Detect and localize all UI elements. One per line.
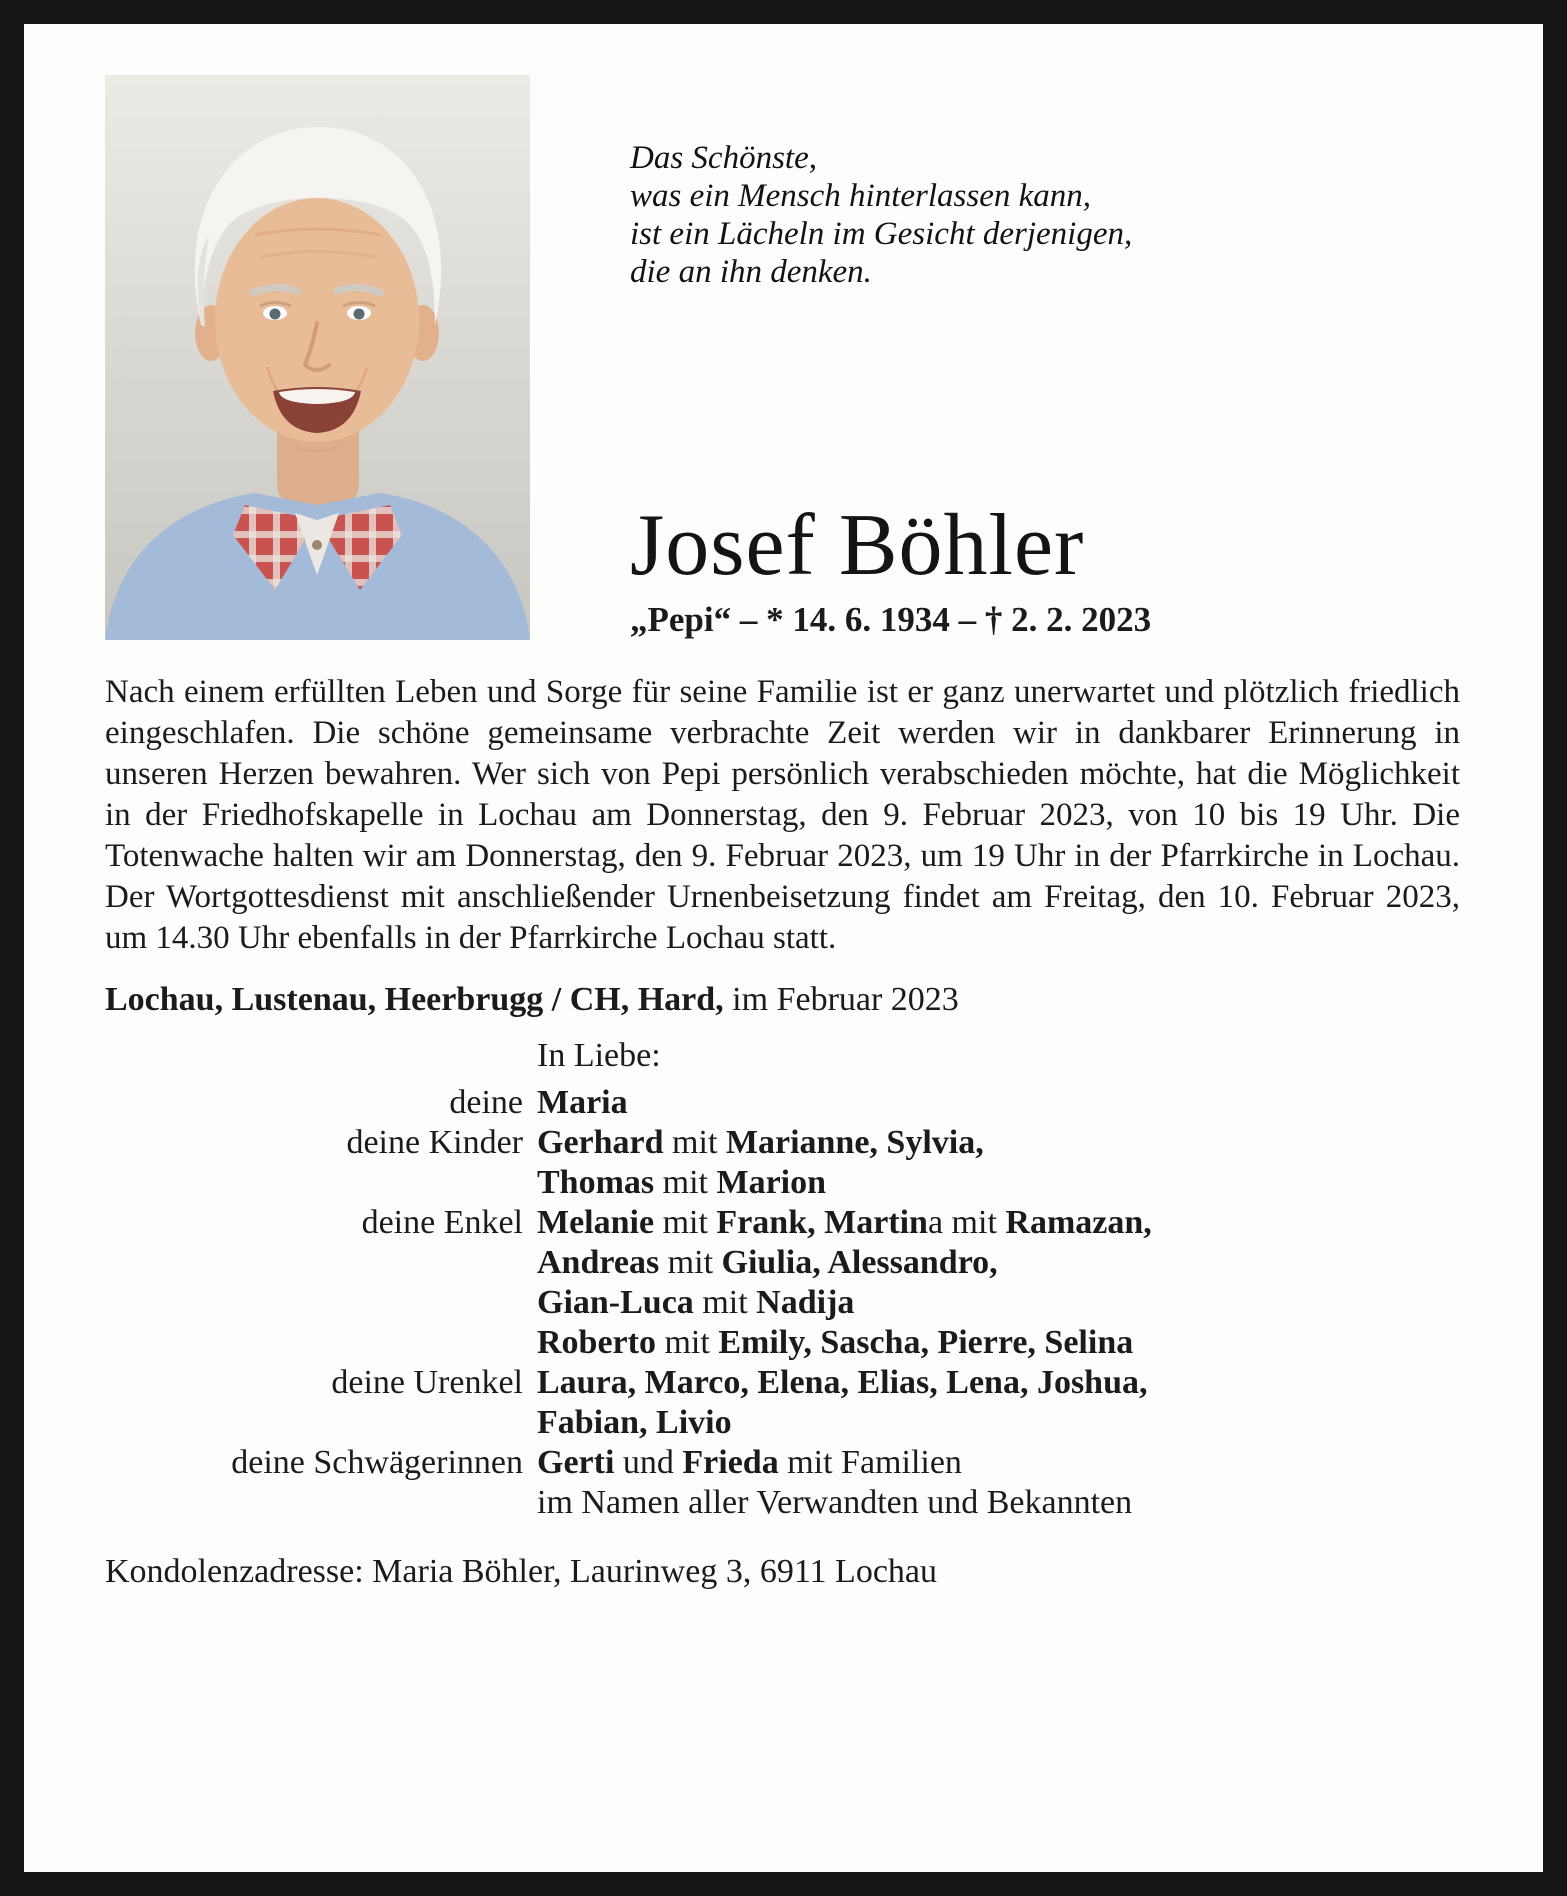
dateline (105, 981, 1460, 1019)
family-names (537, 1483, 1460, 1523)
memorial-verse (630, 139, 1460, 291)
family-relationship-label: deine (449, 1084, 523, 1121)
deceased-title-block (630, 497, 1460, 640)
verse-line: Das Schönste, (630, 140, 817, 176)
family-relationship-label: deine Kinder (346, 1124, 523, 1161)
verse-line: die an ihn denken. (630, 254, 872, 290)
verse-line: was ein Mensch hinterlassen kann, (630, 178, 1092, 214)
family-line: Gerti und Frieda mit Familien (537, 1444, 962, 1481)
family-names (537, 1123, 1460, 1203)
family-line: Andreas mit Giulia, Alessandro, (537, 1244, 998, 1281)
family-relationship-label: deine Enkel (361, 1204, 523, 1241)
family-row (105, 1443, 1460, 1483)
obituary-text: Nach einem erfüllten Leben und Sorge für seine Familie ist er ganz unerwartet und plötzlich friedlich eingeschlafen. Die schöne gemeinsame verbrachte Zeit werden wir in dankbarer Erinnerung in unseren Herzen bewahren. Wer sich von Pepi persönlich verabschieden möchte, hat die Möglichkeit in der Friedhofskapelle in Lochau am Donnerstag, den 9. Februar 2023, von 10 bis 19 Uhr. Die Totenwache halten wir am Donnerstag, den 9. Februar 2023, um 19 Uhr in der Pfarrkirche in Lochau. Der Wortgottesdienst mit anschließender Urnenbeisetzung findet am Freitag, den 10. Februar 2023, um 14.30 Uhr ebenfalls in der Pfarrkirche Lochau statt. (105, 674, 1460, 956)
life-dates: „Pepi“ – * 14. 6. 1934 – † 2. 2. 2023 (630, 600, 1152, 639)
condolence-address: Kondolenzadresse: Maria Böhler, Laurinweg 3, 6911 Lochau (105, 1553, 938, 1590)
family-row (105, 1363, 1460, 1443)
family-row (105, 1483, 1460, 1523)
family-line: Gian-Luca mit Nadija (537, 1284, 855, 1321)
dateline-places: Lochau, Lustenau, Heerbrugg / CH, Hard, (105, 981, 724, 1018)
header-section (105, 75, 1460, 640)
family-names (537, 1083, 1460, 1123)
dateline-date: im Februar 2023 (723, 981, 959, 1018)
family-names (537, 1203, 1460, 1363)
family-row (105, 1083, 1460, 1123)
family-line: Gerhard mit Marianne, Sylvia, (537, 1124, 984, 1161)
family-line: Maria (537, 1084, 628, 1121)
in-liebe-heading: In Liebe: (537, 1037, 661, 1074)
family-list (105, 1083, 1460, 1523)
family-names (537, 1443, 1460, 1483)
family-relationship-label: deine Urenkel (331, 1364, 523, 1401)
family-line: Roberto mit Emily, Sascha, Pierre, Selina (537, 1324, 1134, 1361)
family-names (537, 1363, 1460, 1443)
family-row (105, 1203, 1460, 1363)
family-line: Thomas mit Marion (537, 1164, 827, 1201)
deceased-name: Josef Böhler (630, 497, 1085, 594)
family-relationship-label (105, 1483, 523, 1523)
family-line: Fabian, Livio (537, 1404, 732, 1441)
header-text-column (630, 75, 1460, 640)
family-line: Laura, Marco, Elena, Elias, Lena, Joshua, (537, 1364, 1148, 1401)
family-line: im Namen aller Verwandten und Bekannten (537, 1484, 1133, 1521)
page-content (24, 24, 1543, 1621)
verse-line: ist ein Lächeln im Gesicht derjenigen, (630, 216, 1133, 252)
family-line: Melanie mit Frank, Martina mit Ramazan, (537, 1204, 1152, 1241)
portrait-illustration (105, 75, 530, 640)
family-row (105, 1123, 1460, 1203)
family-relationship-label: deine Schwägerinnen (231, 1444, 523, 1481)
portrait-photo (105, 75, 530, 640)
